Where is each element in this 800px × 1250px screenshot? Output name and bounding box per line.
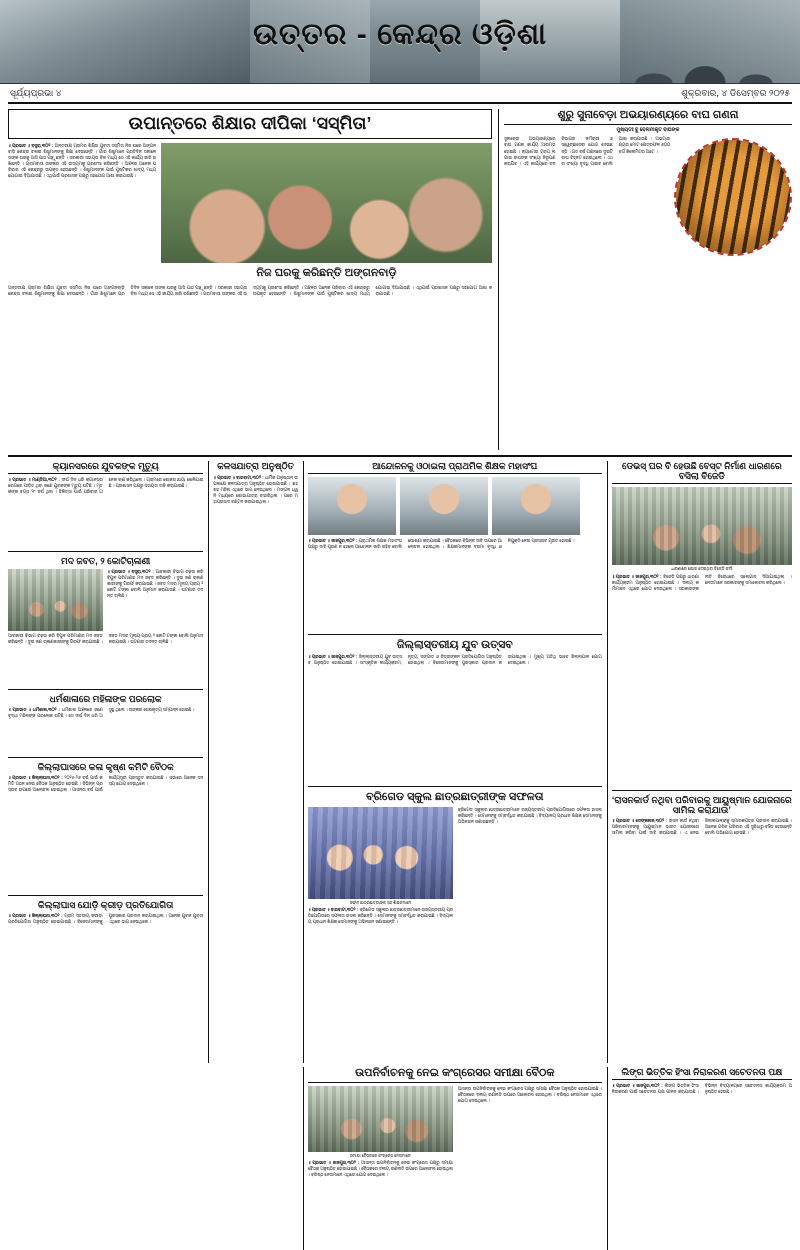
lead-text-1: ଅନ୍ତରୀକ୍ଷ ଗ୍ରାମର ଶିକ୍ଷିତା ଯୁବତୀ ସସ୍ମିତା ନିଜ ଘରେ ଅଙ୍ଗନବାଡ଼ି କେନ୍ଦ୍ର ଚଳାଇ ଶିଶୁମାନଙ୍କୁ ଶିକ୍ଷା ଦେଉଛନ୍ତି । ଗାଁର ଶିଶୁମାନେ ପ୍ରତିଦିନ ସକାଳେ ତାଙ୍କ ଘରକୁ ଆସି ପାଠ ପଢ଼ୁଛନ୍ତି । ସରକାରୀ ସହାୟତା ବିନା ମଧ୍ୟ ସେ ଏହି କାର୍ଯ୍ୟ ଜାରି ରଖିଛନ୍ତି । ଗ୍ରାମବାସୀ ତାଙ୍କର ଏହି ଉଦ୍ୟମକୁ ପ୍ରଶଂସା କରିଛନ୍ତି । ଅଞ୍ଚଳର ଅନେକ ପରିବାର ଏହି କେନ୍ଦ୍ରରୁ ଉପକୃତ ହେଉଛନ୍ତି । ଶିଶୁମାନଙ୍କ ପାଇଁ ପୁଷ୍ଟିକର ଖାଦ୍ୟ ମଧ୍ୟ ଯୋଗାଇ ଦିଆଯାଉଛି । ଏଥିପାଇଁ ପ୍ରଶାସନ ପକ୍ଷରୁ ସହଯୋଗ ଆଶା କରାଯାଉଛି । [8, 142, 156, 179]
datebar [8, 84, 792, 104]
section-ration-headline: ‘ରାସନକାର୍ଡ ନଥିବା ପରିବାରକୁ ଆୟୁଷ୍ମାନ ଯୋଜନାରେ ସାମିଲ କରାଯାଉ’ [611, 795, 792, 816]
section-congress-dateline: ॥ ପ୍ରଭାତ ॥ ଜାଜପୁର,୩୦୨ : [307, 1159, 360, 1165]
middle-section [8, 455, 792, 1063]
section-competition-dateline: ॥ ପ୍ରଭାତ ॥ କିଲ୍ଲାଘାସ,୩୦୨ : [8, 913, 63, 919]
section-liquor-text-2: ଆବକାରୀ ବିଭାଗ ଚଢ଼ଉ କରି ବିପୁଳ ପରିମାଣର ମଦ ଜବତ କରିଛନ୍ତି । ଦୁଇ ଜଣ ଚାଳାଣକାରୀଙ୍କୁ ଗିରଫ କରାଯାଇଛି । ଜବତ ମଦର ମୂଲ୍ୟ ପ୍ରାୟ ୨ କୋଟି ଟଙ୍କା ବୋଲି ଅନୁମାନ କରାଯାଉଛି । ଘଟଣାର ତଦନ୍ତ ଚାଲିଛି । [8, 633, 204, 645]
gender-story [607, 1067, 792, 1249]
section-bjd-text: ବିଜେଡି ପକ୍ଷରୁ ଧାରଣା କାର୍ଯ୍ୟକ୍ରମ ଅନୁଷ୍ଠିତ ହୋଇଯାଇଛି । ଦଳୀୟ କର୍ମୀମାନେ ଏଥିରେ ଯୋଗ ଦେଇଥିଲେ । ସରକାରଙ୍କ ନୀତି ବିରୋଧରେ ସ୍ଲୋଗାନ ଦିଆଯାଇଥିଲା । ନେତାମାନେ ସରକାରଙ୍କୁ ସମାଲୋଚନା କରିଥିଲେ । [611, 574, 792, 592]
section-congress-body-b [458, 1086, 602, 1250]
section-congress-text: ଆସନ୍ତା ଉପନିର୍ବାଚନକୁ ନେଇ କଂଗ୍ରେସ ପକ୍ଷରୁ ସମୀକ୍ଷା ବୈଠକ ଅନୁଷ୍ଠିତ ହୋଇଯାଇଛି । ବୈଠକରେ ଦଳୀୟ ରଣନୀତି ଉପରେ ଆଲୋଚନା ହୋଇଥିଲା । ବରିଷ୍ଠ ନେତାମାନେ ଏଥିରେ ଯୋଗ ଦେଇଥିଲେ । [307, 1159, 453, 1177]
section-committee-dateline: ॥ ପ୍ରଭାତ ॥ କିଲ୍ଲାଘାସ,୩୦୨ : [8, 775, 63, 781]
masthead [0, 0, 800, 84]
section-teacher-headline: ଆନ୍ଦୋଳନକୁ ଓଠାଇଲା ପ୍ରାଥମିକ ଶିକ୍ଷକ ମହାସଂଘ [308, 461, 602, 474]
section-competition-body [8, 913, 203, 1063]
congress-photo [308, 1086, 453, 1152]
lead-headline-box [8, 109, 492, 139]
section-liquor-dateline: ॥ ପ୍ରଭାତ ॥ ବସ୍ତ୍ରା,୩୦୨ : [107, 569, 154, 575]
section-committee-headline: କିଲ୍ଲାଘାସରେ କଳା କୃଷ୍ଣ କମିଟି ବୈଠକ [37, 762, 174, 773]
lead-photo [161, 143, 492, 263]
congress-story [303, 1067, 602, 1249]
bjd-photo-caption: ଧାରଣାରେ ଯୋଗ ଦେଇଥିବା ବିଜେଡି କର୍ମୀ [671, 566, 733, 572]
tiger-subhead: ମୁଖ୍ୟତଃ ବୁ ବେନାମୀକୃତ ବାଘଙ୍କ [616, 127, 680, 134]
section-competition-text: ଗ୍ରାମ ସ୍ତରୀୟ କ୍ରୀଡ଼ା ପ୍ରତିଯୋଗିତା ଅନୁଷ୍ଠିତ ହୋଇଯାଇଛି । ବିଜେତାମାନଙ୍କୁ ପୁରସ୍କାର ପ୍ରଦାନ କରାଯାଇଥିଲା । ଅନେକ ଯୁବକ ଯୁବତୀ ଏଥିରେ ଭାଗ ନେଇଥିଲେ । [8, 913, 204, 925]
section-yuba-text: ଜିଲ୍ଲାସ୍ତରୀୟ ଯୁବ ଉତ୍ସବ ଅନୁଷ୍ଠିତ ହୋଇଯାଇଛି । ସାଂସ୍କୃତିକ କାର୍ଯ୍ୟକ୍ରମ, ନୃତ୍ୟ, ସଙ୍ଗୀତ ଓ ଚିତ୍ରାଙ୍କନ ପ୍ରତିଯୋଗିତା ଅନୁଷ୍ଠିତ ହୋଇଥିଲା । ବିଜେତାମାନଙ୍କୁ ପୁରସ୍କାର ପ୍ରଦାନ କରାଯାଇଥିଲା । ମୁଖ୍ୟ ଅତିଥି ଭାବେ ଜିଲ୍ଲାପାଳ ଯୋଗ ଦେଇଥିଲେ । [307, 654, 602, 666]
section-brigade-text-2: ବ୍ରିଗେଡ ସ୍କୁଲର ଛାତ୍ରଛାତ୍ରୀମାନେ ରାଜ୍ୟସ୍ତରୀୟ ପ୍ରତିଯୋଗିତାରେ ସଫଳତା ହାସଲ କରିଛନ୍ତି । ସେମାନଙ୍କୁ ସମ୍ବର୍ଦ୍ଧିତ କରାଯାଇଛି । ବିଦ୍ୟାଳୟ ପ୍ରଧାନ ଶିକ୍ଷକ ସେମାନଙ୍କୁ ଅଭିନନ୍ଦନ ଜଣାଇଛନ୍ତି । [457, 806, 602, 824]
column-d [607, 461, 792, 1063]
section-brigade-text: ବ୍ରିଗେଡ ସ୍କୁଲର ଛାତ୍ରଛାତ୍ରୀମାନେ ରାଜ୍ୟସ୍ତରୀୟ ପ୍ରତିଯୋଗିତାରେ ସଫଳତା ହାସଲ କରିଛନ୍ତି । ସେମାନଙ୍କୁ ସମ୍ବର୍ଦ୍ଧିତ କରାଯାଇଛି । ବିଦ୍ୟାଳୟ ପ୍ରଧାନ ଶିକ୍ଷକ ସେମାନଙ୍କୁ ଅଭିନନ୍ଦନ ଜଣାଇଛନ୍ତି । [307, 906, 453, 924]
section-congress-headline: ଉପନିର୍ବାଚନକୁ ନେଇ କଂଗ୍ରେସର ସମୀକ୍ଷା ବୈଠକ [308, 1067, 602, 1082]
lead-headline: ଉପାନ୍ତରେ ଶିକ୍ଷାର ଦୀପିକା ‘ସସ୍ମିତା’ [128, 113, 372, 133]
section-kalasa-text: ଧାର୍ମିକ ଅନୁଷ୍ଠାନ ଉପଲକ୍ଷେ କଳସଯାତ୍ରା ଅନୁଷ୍ଠିତ ହୋଇଯାଇଛି । ଶହ ଶହ ମହିଳା ଏଥିରେ ଭାଗ ନେଇଥିଲେ । ମଙ୍ଗଳ ଧ୍ୱନି ମଧ୍ୟରେ ଶୋଭାଯାତ୍ରା ବାହାରିଥିଲା । ପରେ ମହାପ୍ରସାଦ ବଣ୍ଟନ କରାଯାଇଥିଲା । [213, 474, 298, 505]
section-kalasa-body [213, 475, 298, 975]
bottom-section [8, 1067, 792, 1249]
section-liquor-text: ଆବକାରୀ ବିଭାଗ ଚଢ଼ଉ କରି ବିପୁଳ ପରିମାଣର ମଦ ଜବତ କରିଛନ୍ତି । ଦୁଇ ଜଣ ଚାଳାଣକାରୀଙ୍କୁ ଗିରଫ କରାଯାଇଛି । ଜବତ ମଦର ମୂଲ୍ୟ ପ୍ରାୟ ୨ କୋଟି ଟଙ୍କା ବୋଲି ଅନୁମାନ କରାଯାଉଛି । ଘଟଣାର ତଦନ୍ତ ଚାଲିଛି । [107, 569, 204, 599]
section-liquor-body-b [8, 633, 203, 685]
section-congress-body-a [308, 1160, 453, 1250]
teacher-photo-3 [492, 477, 580, 535]
section-brigade-dateline: ॥ ପ୍ରଭାତ ॥ ବାରବାଟୀ,୩୦୨ : [307, 906, 359, 912]
section-gender-headline: ଲିଙ୍ଗ ଭିତ୍ତିକ ହିଂସା ନିରାକରଣ ସଚେତନତା ପକ୍ଷ [612, 1067, 792, 1080]
liquor-photo [8, 569, 103, 631]
section-youth-death-text: ଦୀର୍ଘ ଦିନ ଧରି କ୍ୟାନସର ରୋଗରେ ପୀଡ଼ିତ ଥିବା ଜଣେ ଯୁବକଙ୍କ ମୃତ୍ୟୁ ଘଟିଛି । ମୃତକଙ୍କ ବୟସ ୨୮ ବର୍ଷ ଥିଲା । ଚିକିତ୍ସା ପାଇଁ ପରିବାର ଅନେକ ଋଣ କରିଥିଲେ । ଗ୍ରାମରେ ଶୋକର ଛାୟା ଖେଳିଯାଇଛି । ପ୍ରଶାସନ ପକ୍ଷରୁ ସହାୟତା ଦାବି କରାଯାଇଛି । [8, 476, 204, 495]
column-a [8, 461, 203, 1063]
lead-text-2: ଅନ୍ତରୀକ୍ଷ ଗ୍ରାମର ଶିକ୍ଷିତା ଯୁବତୀ ସସ୍ମିତା ନିଜ ଘରେ ଅଙ୍ଗନବାଡ଼ି କେନ୍ଦ୍ର ଚଳାଇ ଶିଶୁମାନଙ୍କୁ ଶିକ୍ଷା ଦେଉଛନ୍ତି । ଗାଁର ଶିଶୁମାନେ ପ୍ରତିଦିନ ସକାଳେ ତାଙ୍କ ଘରକୁ ଆସି ପାଠ ପଢ଼ୁଛନ୍ତି । ସରକାରୀ ସହାୟତା ବିନା ମଧ୍ୟ ସେ ଏହି କାର୍ଯ୍ୟ ଜାରି ରଖିଛନ୍ତି । ଗ୍ରାମବାସୀ ତାଙ୍କର ଏହି ଉଦ୍ୟମକୁ ପ୍ରଶଂସା କରିଛନ୍ତି । ଅଞ୍ଚଳର ଅନେକ ପରିବାର ଏହି କେନ୍ଦ୍ରରୁ ଉପକୃତ ହେଉଛନ୍ତି । ଶିଶୁମାନଙ୍କ ପାଇଁ ପୁଷ୍ଟିକର ଖାଦ୍ୟ ମଧ୍ୟ ଯୋଗାଇ ଦିଆଯାଉଛି । ଏଥିପାଇଁ ପ୍ରଶାସନ ପକ୍ଷରୁ ସହଯୋଗ ଆଶା କରାଯାଉଛି । [8, 284, 492, 296]
section-competition-headline: କିଲ୍ଲାଘାସ ଯୋଡ଼ି କ୍ରୀଡ଼ ପ୍ରତିଯୋଗିତା [37, 900, 174, 911]
edition-label: ସୂର୍ଯ୍ୟପ୍ରଭା ୪ [10, 88, 62, 98]
bottom-spacer [8, 1067, 203, 1249]
lead-story [8, 109, 492, 450]
section-committee-text: ୨୦୨୫-୨୬ ବର୍ଷ ପାଇଁ କମିଟି ଗଠନ ନେଇ ବୈଠକ ଅନୁଷ୍ଠିତ ହୋଇଛି । ବିଭିନ୍ନ ପ୍ରସ୍ତାବ ଉପରେ ଆଲୋଚନା ହୋଇଥିଲା । ଆସନ୍ତା ବର୍ଷ ପାଇଁ କାର୍ଯ୍ୟସୂଚୀ ପ୍ରସ୍ତୁତ କରାଯାଇଛି । ସଭାରେ ଅନେକ ସଦସ୍ୟ ଯୋଗ ଦେଇଥିଲେ । [8, 775, 204, 793]
section-bjd-body [612, 574, 792, 786]
section-yuba-dateline: ॥ ପ୍ରଭାତ ॥ ଜାଜପୁର,୩୦୨ : [307, 654, 358, 660]
teacher-photo-2 [400, 477, 488, 535]
section-woman-death-body [8, 707, 203, 753]
congress-photo-caption: ସମୀକ୍ଷା ବୈଠକରେ କଂଗ୍ରେସ ନେତାମାନେ [350, 1152, 411, 1158]
teacher-photo-1 [308, 477, 396, 535]
masthead-title: ଉତ୍ତର - କେନ୍ଦ୍ର ଓଡ଼ିଶା [252, 18, 548, 51]
section-youth-death-body [8, 477, 203, 547]
section-gender-body [612, 1083, 792, 1235]
section-youth-death-headline: କ୍ୟାନସରରେ ଯୁବକଙ୍କ ମୃତ୍ୟୁ [8, 461, 203, 474]
section-liquor-body-a [107, 569, 203, 631]
tiger-story [498, 109, 792, 450]
section-bjd-dateline: ॥ ପ୍ରଭାତ ॥ ଜାଜପୁର,୩୦୨ : [611, 574, 662, 580]
brigade-photo-caption: ସଫଳ ଛାତ୍ରଛାତ୍ରୀଙ୍କ ସହ ଶିକ୍ଷକମାନେ [349, 899, 411, 905]
lead-body-col1 [8, 143, 156, 180]
section-ration-dateline: ॥ ପ୍ରଭାତ ॥ ଡେଙ୍କନାଳ,୩୦୨ : [611, 818, 668, 824]
section-kalasa-headline: କଳସଯାତ୍ରା ଅନୁଷ୍ଠିତ [217, 460, 294, 471]
tiger-text: ସୁନାବେଡ଼ା ଅଭୟାରଣ୍ୟରେ ବାଘ ଗଣନା କାର୍ଯ୍ୟ ଆରମ୍ଭ ହୋଇଛି । କ୍ୟାମେରା ଟ୍ରାପ ଲଗାଇ ବାଘଙ୍କ ସଂଖ୍ୟା ନିରୂପଣ କରାଯିବ । ଏହି କାର୍ଯ୍ୟରେ ବନ ବିଭାଗର କର୍ମଚାରୀ ଓ ସ୍ୱେଚ୍ଛାସେବୀ ଯୋଗ ଦେଇଛନ୍ତି । ଗତ ବର୍ଷ ଗଣନାରେ ଦୁଇଟି ବାଘ ଚିହ୍ନଟ ହୋଇଥିଲେ । ଏଥର ସଂଖ୍ୟା ବୃଦ୍ଧି ପାଇବ ବୋଲି ଆଶା କରାଯାଉଛି । ଅଭୟାରଣ୍ୟର ମୋଟ କ୍ଷେତ୍ରଫଳ ୬୦୦ ବର୍ଗ କିଲୋମିଟର ଅଟେ । [504, 136, 670, 166]
tiger-photo [674, 138, 792, 256]
section-yuba-body [308, 654, 602, 782]
section-teacher-body [308, 538, 602, 630]
section-gender-text: ଲିଙ୍ଗ ଭିତ୍ତିକ ହିଂସା ନିରାକରଣ ପାଇଁ ସଚେତନତା ପକ୍ଷ ପାଳନ କରାଯାଉଛି । ବିଭିନ୍ନ ବିଦ୍ୟାଳୟରେ ସଚେତନତା କାର୍ଯ୍ୟକ୍ରମ ଅନୁଷ୍ଠିତ ହେଉଛି । [611, 1083, 792, 1095]
section-youth-death-dateline: ॥ ପ୍ରଭାତ ॥ ମାଣ୍ଡିଆ,୩୦୨ : [8, 476, 60, 482]
section-woman-death-text: ଧର୍ମଶାଳା ଅଞ୍ଚଳରେ ଜଣେ ବୃଦ୍ଧା ମହିଳାଙ୍କ ପରଲୋକ ଘଟିଛି । ସେ ଦୀର୍ଘ ଦିନ ଧରି ଅସୁସ୍ଥ ଥିଲେ । ତାଙ୍କର ଶେଷକୃତ୍ୟ ସମ୍ପନ୍ନ ହୋଇଛି । [8, 707, 195, 719]
section-brigade-body-b [458, 807, 602, 995]
section-teacher-text: ପ୍ରାଥମିକ ଶିକ୍ଷକ ମହାସଂଘ ପକ୍ଷରୁ ଦାବି ପୂରଣ ନ ହେଲେ ଆନ୍ଦୋଳନ ଜାରି ରହିବ ବୋଲି ଘୋଷଣା କରାଯାଇଛି । ବୈଠକରେ ବିଭିନ୍ନ ଦାବି ଉପରେ ଆଲୋଚନା ହୋଇଥିଲା । ଶିକ୍ଷକମାନଙ୍କ ଦରମା ବୃଦ୍ଧି ଓ ନିଯୁକ୍ତି ନେଇ ପ୍ରସ୍ତାବ ଗୃହୀତ ହୋଇଛି । [307, 537, 575, 550]
lead-body-cols [8, 285, 492, 450]
section-woman-death-dateline: ॥ ପ୍ରଭାତ ॥ ଧର୍ମଶାଳା,୩୦୨ : [8, 707, 60, 713]
brigade-photo [308, 807, 453, 899]
bjd-photo [612, 487, 792, 565]
section-bjd-headline: ଡେଭସ୍ ଘର ବି ହେଉଛି ବେସ୍ଟ ନିର୍ମାଣ ଧାରଣରେ ବସିଲା ବିଜେଡି [612, 461, 792, 484]
section-ration-text: ରାସନ କାର୍ଡ ନଥିବା ପରିବାରମାନଙ୍କୁ ଆୟୁଷ୍ମାନ ଭାରତ ଯୋଜନାରେ ସାମିଲ କରିବା ପାଇଁ ଦାବି କରାଯାଇଛି । ଏ ନେଇ ଜିଲ୍ଲାପାଳଙ୍କୁ ସ୍ମାରକପତ୍ର ପ୍ରଦାନ କରାଯାଇଛି । ଅନେକ ଗରିବ ପରିବାର ଏହି ସୁବିଧାରୁ ବଞ୍ଚିତ ହେଉଛନ୍ତି ବୋଲି ଅଭିଯୋଗ ହୋଇଛି । [611, 818, 792, 836]
section-liquor-headline: ମଦ ଜବତ, ୨ କୋଟିଚାଳାଣୀ [61, 555, 151, 566]
bottom-spacer-2 [208, 1067, 298, 1249]
lead-subhead: ନିଜ ଘରକୁ କରିଛନ୍ତି ଅଙ୍ଗନବାଡ଼ି [256, 266, 397, 279]
tiger-headline: ଶୁରୁ ସୁନାବେଡ଼ା ଅଭୟାରଣ୍ୟରେ ବାଘ ଗଣନା [504, 109, 792, 125]
column-c [303, 461, 602, 1063]
section-ration-body [612, 818, 792, 1036]
section-brigade-headline: ବ୍ରିଗେଡ ସ୍କୁଲ ଛାତ୍ରଛାତ୍ରୀଙ୍କ ସଫଳତା [366, 791, 544, 804]
section-kalasa-dateline: ॥ ପ୍ରଭାତ ॥ ବାରବାଟୀ,୩୦୨ : [213, 474, 264, 480]
section-congress-text-2: ଆସନ୍ତା ଉପନିର୍ବାଚନକୁ ନେଇ କଂଗ୍ରେସ ପକ୍ଷରୁ ସମୀକ୍ଷା ବୈଠକ ଅନୁଷ୍ଠିତ ହୋଇଯାଇଛି । ବୈଠକରେ ଦଳୀୟ ରଣନୀତି ଉପରେ ଆଲୋଚନା ହୋଇଥିଲା । ବରିଷ୍ଠ ନେତାମାନେ ଏଥିରେ ଯୋଗ ଦେଇଥିଲେ । [457, 1085, 602, 1103]
lead-dateline: ॥ ପ୍ରଭାତ ॥ ବସ୍ତ୍ରା,୩୦୨ : [8, 142, 54, 148]
top-section [8, 109, 792, 450]
section-yuba-headline: ଜିଲ୍ଲାସ୍ତରୀୟ ଯୁବ ଉତ୍ସବ [396, 638, 513, 651]
date-label: ଶୁକ୍ରବାର, ୪ ଡିସେମ୍ବର ୨୦୨୫ [681, 88, 790, 98]
column-b [208, 461, 298, 1063]
section-teacher-dateline: ॥ ପ୍ରଭାତ ॥ ଜାଜପୁର,୩୦୨ : [307, 537, 358, 543]
section-woman-death-headline: ଧର୍ମଶାଳାରେ ମହିଳାଙ୍କ ପରଲୋକ [49, 694, 162, 705]
tiger-body [504, 136, 670, 376]
section-committee-body [8, 775, 203, 891]
section-brigade-body-a [308, 907, 453, 993]
section-gender-dateline: ॥ ପ୍ରଭାତ ॥ ଜାଜପୁର,୩୦୨ : [611, 1083, 663, 1089]
